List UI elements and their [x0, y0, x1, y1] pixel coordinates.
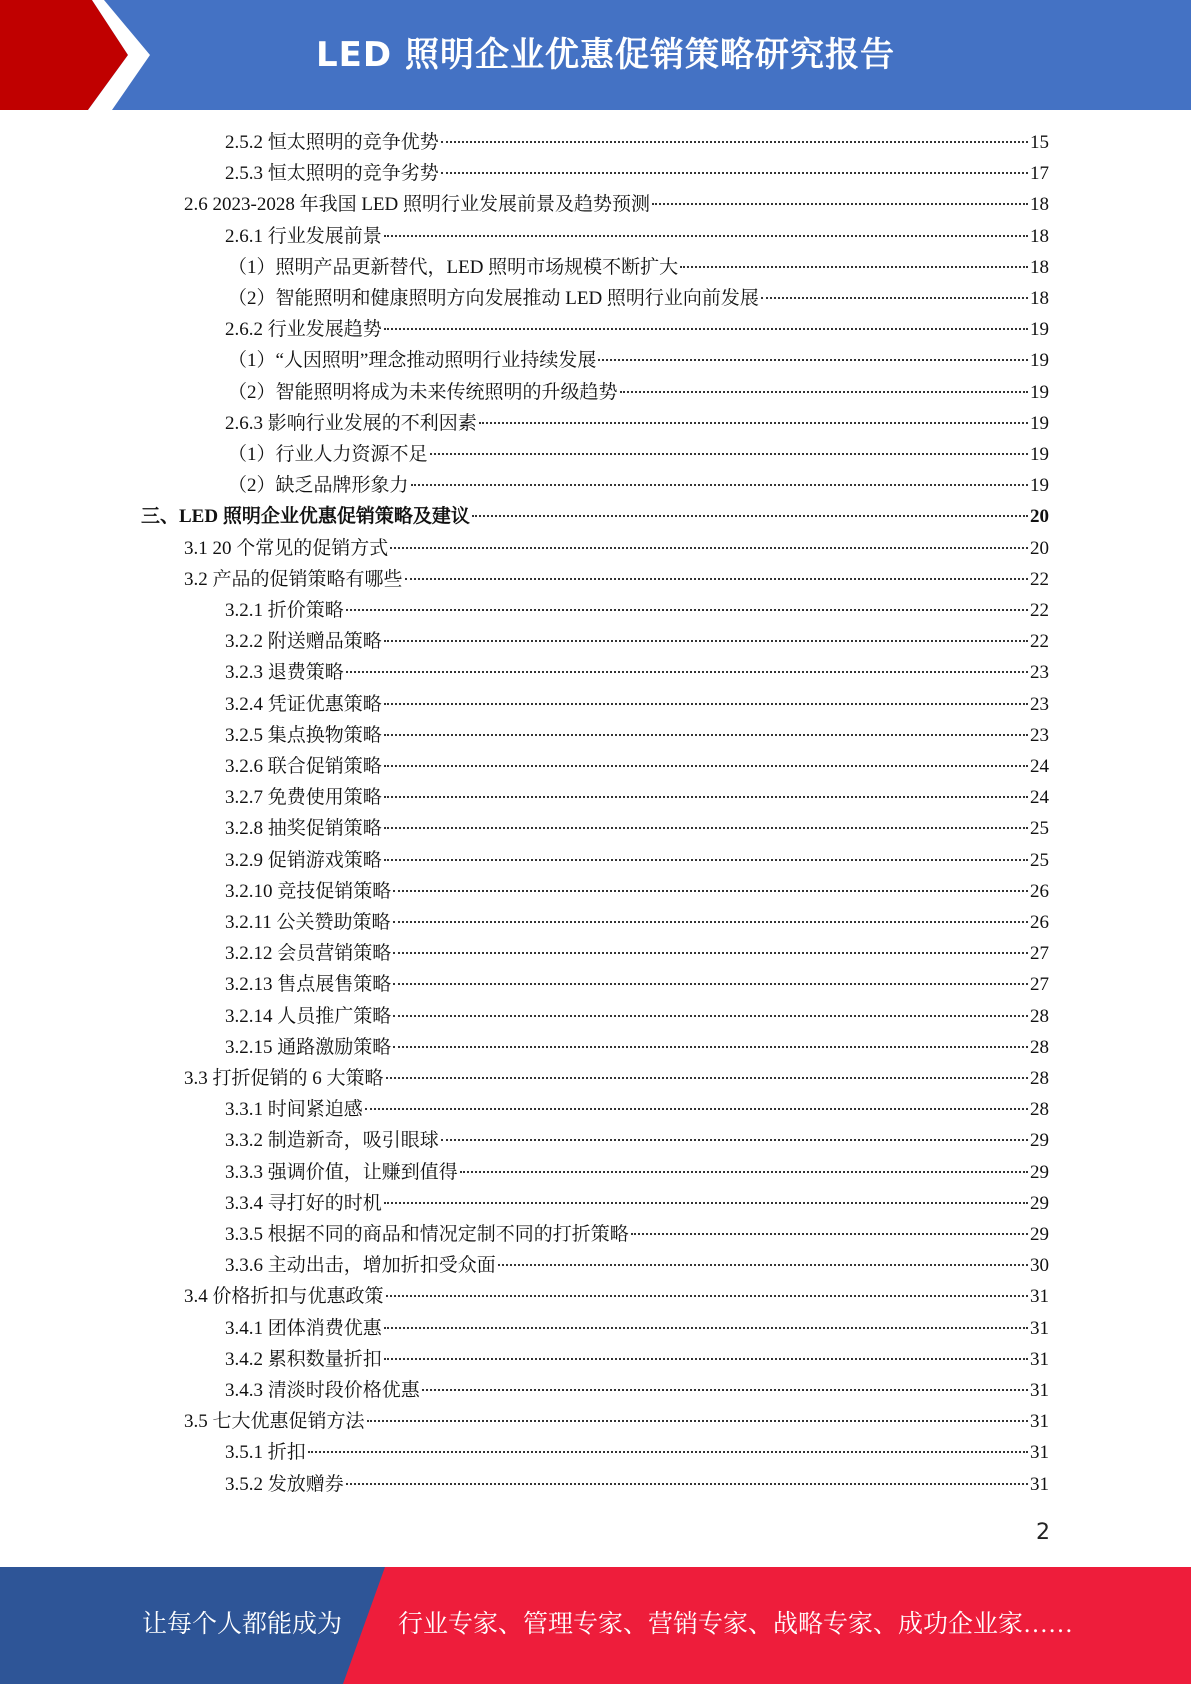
- toc-dot-leader: [367, 1420, 1028, 1422]
- toc-entry-label: 3.2.15 通路激励策略: [225, 1036, 392, 1058]
- toc-entry[interactable]: [225, 689, 1049, 720]
- toc-entry-page: 18: [1030, 225, 1049, 247]
- toc-entry-page: 27: [1030, 974, 1049, 996]
- toc-entry-label: 3.5.1 折扣: [225, 1442, 306, 1464]
- toc-dot-leader: [308, 1451, 1028, 1453]
- toc-dot-leader: [441, 141, 1028, 143]
- toc-entry-page: 29: [1030, 1161, 1049, 1183]
- toc-entry[interactable]: [184, 1063, 1049, 1094]
- toc-entry-label: （2）智能照明将成为未来传统照明的升级趋势: [228, 381, 618, 403]
- toc-entry[interactable]: [225, 314, 1049, 345]
- toc-dot-leader: [761, 297, 1028, 299]
- toc-dot-leader: [393, 952, 1028, 954]
- toc-entry[interactable]: [225, 1313, 1049, 1344]
- toc-entry-page: 30: [1030, 1255, 1049, 1277]
- toc-dot-leader: [393, 890, 1028, 892]
- toc-entry[interactable]: [225, 1001, 1049, 1032]
- toc-dot-leader: [390, 547, 1028, 549]
- toc-entry[interactable]: [225, 626, 1049, 657]
- toc-entry-page: 17: [1030, 163, 1049, 185]
- toc-entry[interactable]: [225, 1188, 1049, 1219]
- toc-entry-page: 27: [1030, 943, 1049, 965]
- toc-entry-page: 23: [1030, 693, 1049, 715]
- toc-entry[interactable]: [184, 1406, 1049, 1437]
- toc-dot-leader: [384, 235, 1028, 237]
- toc-entry[interactable]: [225, 938, 1049, 969]
- toc-dot-leader: [472, 515, 1028, 517]
- page-header: [0, 0, 1191, 110]
- toc-entry[interactable]: [184, 564, 1049, 595]
- toc-entry-label: 2.6 2023-2028 年我国 LED 照明行业发展前景及趋势预测: [184, 194, 651, 216]
- toc-dot-leader: [422, 1389, 1028, 1391]
- toc-entry-label: 3.3 打折促销的 6 大策略: [184, 1068, 384, 1089]
- toc-entry-label: （1）行业人力资源不足: [228, 444, 428, 465]
- toc-entry-label: 3.3.6 主动出击，增加折扣受众面: [225, 1255, 496, 1277]
- toc-entry-page: 26: [1030, 912, 1049, 933]
- toc-entry[interactable]: [228, 470, 1049, 501]
- toc-entry[interactable]: [228, 345, 1049, 376]
- toc-entry-label: 3.3.5 根据不同的商品和情况定制不同的打折策略: [225, 1224, 629, 1245]
- toc-entry-label: 3.2.14 人员推广策略: [225, 1005, 392, 1027]
- toc-entry-label: 3.3.4 寻打好的时机: [225, 1192, 382, 1214]
- toc-entry-page: 29: [1030, 1224, 1049, 1245]
- toc-entry-label: 3.2.12 会员营销策略: [225, 943, 392, 965]
- toc-dot-leader: [365, 1108, 1028, 1110]
- toc-dot-leader: [393, 983, 1028, 985]
- toc-dot-leader: [479, 422, 1028, 424]
- toc-entry-label: 3.2.2 附送赠品策略: [225, 631, 382, 653]
- toc-entry[interactable]: [225, 1125, 1049, 1156]
- toc-entry-page: 29: [1030, 1192, 1049, 1214]
- toc-dot-leader: [346, 671, 1028, 673]
- toc-dot-leader: [631, 1233, 1028, 1235]
- toc-dot-leader: [384, 703, 1028, 705]
- toc-entry-label: 3.2.4 凭证优惠策略: [225, 693, 382, 715]
- toc-dot-leader: [386, 1295, 1028, 1297]
- toc-dot-leader: [620, 391, 1028, 393]
- toc-entry-label: 3.3.1 时间紧迫感: [225, 1099, 363, 1121]
- header-arrow-decoration: [0, 0, 160, 110]
- toc-entry-label: 3.2.3 退费策略: [225, 662, 344, 684]
- toc-entry-page: 29: [1030, 1130, 1049, 1152]
- footer-slogan-left: 让每个人都能成为: [142, 1611, 343, 1638]
- toc-entry[interactable]: [225, 657, 1049, 688]
- footer-slogan-right: 行业专家、管理专家、营销专家、战略专家、成功企业家……: [398, 1611, 1074, 1638]
- toc-entry-page: 28: [1030, 1005, 1049, 1027]
- toc-entry[interactable]: [228, 283, 1049, 314]
- toc-dot-leader: [384, 796, 1028, 798]
- toc-entry[interactable]: [225, 408, 1049, 439]
- toc-entry-page: 31: [1030, 1442, 1049, 1464]
- toc-entry-page: 26: [1030, 880, 1049, 902]
- toc-entry-page: 24: [1030, 787, 1049, 809]
- toc-dot-leader: [384, 328, 1028, 330]
- toc-entry[interactable]: [225, 1344, 1049, 1375]
- toc-entry[interactable]: [225, 845, 1049, 876]
- toc-entry[interactable]: [225, 813, 1049, 844]
- toc-dot-leader: [441, 172, 1028, 174]
- toc-entry[interactable]: [225, 158, 1049, 189]
- toc-dot-leader: [393, 1046, 1028, 1048]
- toc-dot-leader: [680, 266, 1028, 268]
- toc-entry-label: 2.5.3 恒太照明的竞争劣势: [225, 163, 439, 185]
- toc-entry[interactable]: [228, 252, 1049, 283]
- toc-entry-page: 31: [1030, 1317, 1049, 1339]
- toc-entry-label: （2）缺乏品牌形象力: [228, 475, 409, 497]
- toc-entry[interactable]: [225, 782, 1049, 813]
- toc-entry-label: 3.3.2 制造新奇，吸引眼球: [225, 1130, 439, 1152]
- toc-entry-label: 3.4.3 清淡时段价格优惠: [225, 1380, 420, 1401]
- toc-entry-label: 3.4 价格折扣与优惠政策: [184, 1286, 384, 1308]
- toc-dot-leader: [384, 859, 1028, 861]
- toc-entry[interactable]: [225, 1469, 1049, 1500]
- toc-dot-leader: [411, 484, 1028, 486]
- toc-entry[interactable]: [225, 1437, 1049, 1468]
- toc-dot-leader: [393, 1015, 1028, 1017]
- toc-entry-label: 3.4.1 团体消费优惠: [225, 1317, 382, 1339]
- toc-entry-label: 3.2.10 竞技促销策略: [225, 880, 392, 902]
- toc-entry-page: 22: [1030, 568, 1049, 590]
- toc-entry-label: 3.2.11 公关赞助策略: [225, 912, 391, 933]
- toc-dot-leader: [384, 1358, 1028, 1360]
- toc-entry-page: 18: [1030, 288, 1049, 309]
- page-footer: [0, 1567, 1191, 1684]
- toc-dot-leader: [430, 453, 1028, 455]
- toc-entry[interactable]: [225, 907, 1049, 938]
- toc-entry-page: 19: [1030, 412, 1049, 434]
- toc-entry-label: 3.1 20 个常见的促销方式: [184, 537, 389, 559]
- toc-dot-leader: [386, 1077, 1028, 1079]
- toc-entry[interactable]: [225, 751, 1049, 782]
- toc-dot-leader: [384, 640, 1028, 642]
- toc-entry[interactable]: [225, 720, 1049, 751]
- page-number: 2: [1036, 1520, 1050, 1545]
- toc-dot-leader: [346, 609, 1028, 611]
- toc-entry-page: 23: [1030, 662, 1049, 684]
- toc-entry-page: 25: [1030, 818, 1049, 840]
- toc-dot-leader: [652, 203, 1028, 205]
- toc-entry[interactable]: [228, 439, 1049, 470]
- toc-entry-page: 28: [1030, 1068, 1049, 1089]
- toc-entry[interactable]: [225, 127, 1049, 158]
- toc-dot-leader: [441, 1139, 1028, 1141]
- toc-dot-leader: [384, 1327, 1028, 1329]
- toc-entry[interactable]: [228, 377, 1049, 408]
- toc-entry-label: （1）照明产品更新替代，LED 照明市场规模不断扩大: [228, 256, 679, 278]
- toc-entry-label: 3.2.1 折价策略: [225, 600, 344, 621]
- toc-entry-label: 2.6.1 行业发展前景: [225, 225, 382, 247]
- toc-entry[interactable]: [141, 501, 1049, 532]
- toc-entry-page: 20: [1030, 506, 1049, 528]
- toc-entry-page: 28: [1030, 1036, 1049, 1058]
- toc-dot-leader: [384, 827, 1028, 829]
- toc-entry-label: （2）智能照明和健康照明方向发展推动 LED 照明行业向前发展: [228, 288, 759, 309]
- toc-entry[interactable]: [225, 1032, 1049, 1063]
- toc-entry-label: 3.4.2 累积数量折扣: [225, 1348, 382, 1370]
- toc-entry[interactable]: [184, 533, 1049, 564]
- toc-entry-label: 3.2 产品的促销策略有哪些: [184, 568, 403, 590]
- toc-dot-leader: [598, 359, 1028, 361]
- toc-entry-page: 24: [1030, 756, 1049, 777]
- toc-entry[interactable]: [225, 1219, 1049, 1250]
- toc-entry[interactable]: [184, 189, 1049, 220]
- toc-entry-page: 31: [1030, 1286, 1049, 1308]
- toc-entry-page: 18: [1030, 194, 1049, 216]
- toc-dot-leader: [498, 1264, 1028, 1266]
- document-title: LED 照明企业优惠促销策略研究报告: [316, 35, 895, 75]
- toc-entry[interactable]: [225, 1375, 1049, 1406]
- toc-dot-leader: [460, 1171, 1028, 1173]
- toc-entry-page: 15: [1030, 132, 1049, 153]
- toc-entry[interactable]: [225, 221, 1049, 252]
- toc-entry-label: 2.6.2 行业发展趋势: [225, 319, 382, 341]
- toc-entry-label: 3.5.2 发放赠券: [225, 1473, 344, 1495]
- toc-entry-page: 31: [1030, 1380, 1049, 1401]
- toc-entry-page: 25: [1030, 849, 1049, 871]
- toc-entry[interactable]: [225, 1157, 1049, 1188]
- toc-entry-page: 31: [1030, 1411, 1049, 1433]
- toc-entry[interactable]: [225, 1250, 1049, 1281]
- toc-entry-label: 3.2.7 免费使用策略: [225, 787, 382, 809]
- toc-entry[interactable]: [184, 1281, 1049, 1312]
- toc-entry-label: 3.2.8 抽奖促销策略: [225, 818, 382, 840]
- toc-entry-page: 19: [1030, 475, 1049, 497]
- toc-entry-label: 3.2.5 集点换物策略: [225, 724, 382, 746]
- toc-dot-leader: [405, 578, 1028, 580]
- toc-entry-page: 19: [1030, 381, 1049, 403]
- toc-entry[interactable]: [225, 595, 1049, 626]
- toc-entry-label: 3.3.3 强调价值，让赚到值得: [225, 1161, 458, 1183]
- toc-entry-page: 22: [1030, 600, 1049, 621]
- toc-entry-page: 31: [1030, 1348, 1049, 1370]
- toc-entry-page: 19: [1030, 319, 1049, 341]
- toc-entry-page: 19: [1030, 350, 1049, 372]
- toc-dot-leader: [384, 765, 1028, 767]
- toc-entry-label: 3.2.13 售点展售策略: [225, 974, 392, 996]
- toc-entry-label: 三、LED 照明企业优惠促销策略及建议: [141, 506, 470, 528]
- toc-entry[interactable]: [225, 876, 1049, 907]
- toc-entry-label: 3.5 七大优惠促销方法: [184, 1411, 365, 1433]
- toc-entry-page: 19: [1030, 444, 1049, 465]
- toc-entry-page: 20: [1030, 537, 1049, 559]
- toc-entry-label: （1）“人因照明”理念推动照明行业持续发展: [228, 350, 597, 372]
- toc-entry-page: 22: [1030, 631, 1049, 653]
- toc-entry-page: 28: [1030, 1099, 1049, 1121]
- toc-dot-leader: [393, 921, 1028, 923]
- toc-entry-label: 3.2.9 促销游戏策略: [225, 849, 382, 871]
- toc-dot-leader: [384, 1202, 1028, 1204]
- toc-entry-page: 31: [1030, 1473, 1049, 1495]
- toc-dot-leader: [384, 734, 1028, 736]
- toc-entry-page: 18: [1030, 256, 1049, 278]
- toc-entry[interactable]: [225, 1094, 1049, 1125]
- toc-dot-leader: [346, 1483, 1028, 1485]
- toc-entry-label: 3.2.6 联合促销策略: [225, 756, 382, 777]
- toc-entry-label: 2.6.3 影响行业发展的不利因素: [225, 412, 477, 434]
- toc-entry-page: 23: [1030, 724, 1049, 746]
- toc-entry-label: 2.5.2 恒太照明的竞争优势: [225, 132, 439, 153]
- toc-entry[interactable]: [225, 969, 1049, 1000]
